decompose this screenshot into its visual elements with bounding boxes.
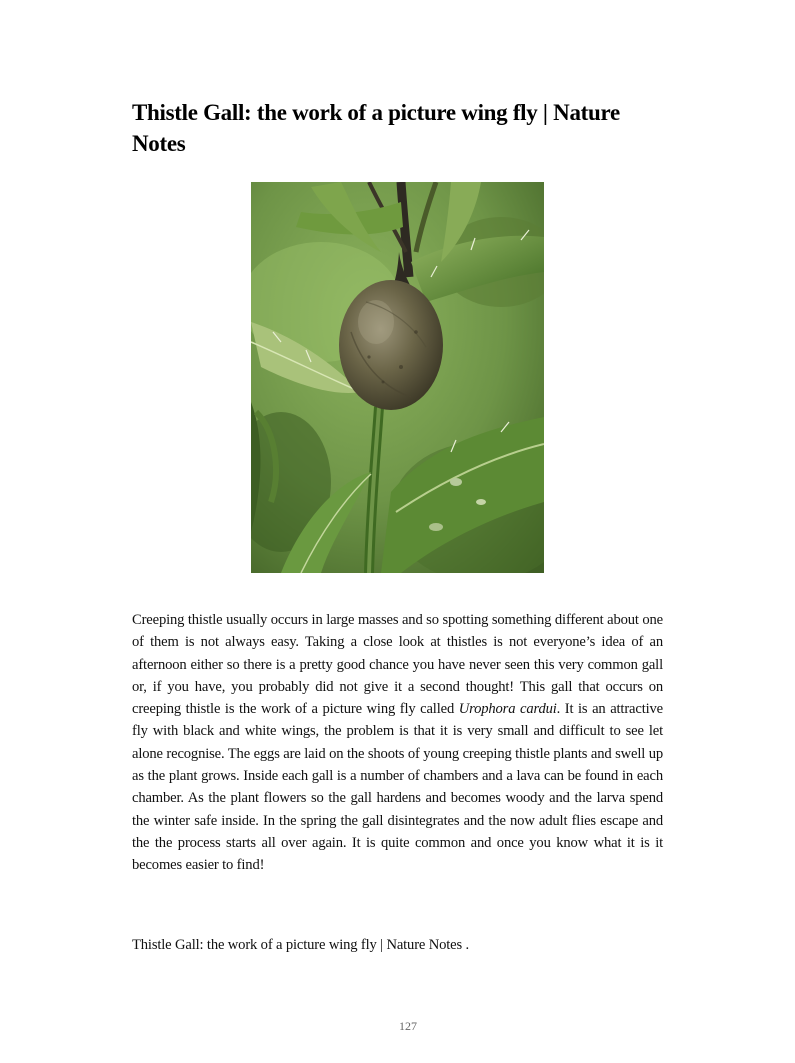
- species-name: Urophora cardui: [458, 701, 557, 718]
- thistle-gall-photo: [251, 182, 544, 573]
- source-line[interactable]: Thistle Gall: the work of a picture wing fly | Nature Notes .: [132, 937, 470, 953]
- article-body-part-2: . It is an attractive fly with black and white wings, the problem is that it is very small and difficult to see let alone recognise. The eggs are laid on the shoots of young creeping thistle plants and swell up as the plant grows. Inside each gall is a number of chambers and a lava can be found in each chamber. As the plant flowers so the gall hardens and becomes woody and the larva spend the winter safe inside. In the spring the gall disintegrates and the now adult flies escape and the the process starts all over again. It is quite common and once you know what it is it becomes easier to find!: [132, 701, 663, 874]
- page-title: Thistle Gall: the work of a picture wing fly | Nature Notes: [132, 100, 620, 156]
- page-number: 127: [399, 1019, 417, 1033]
- article-body: [132, 609, 663, 877]
- article-body-part-1: Creeping thistle usually occurs in large masses and so spotting something different about one of them is not always easy. Taking a close look at thistles is not everyone’s idea of an afternoon either so there is a pretty good chance you have never seen this very common gall or, if you have, you probably did not give it a second thought! This gall that occurs on creeping thistle is the work of a picture wing fly called: [132, 612, 663, 718]
- thistle-gall-illustration: [251, 182, 544, 573]
